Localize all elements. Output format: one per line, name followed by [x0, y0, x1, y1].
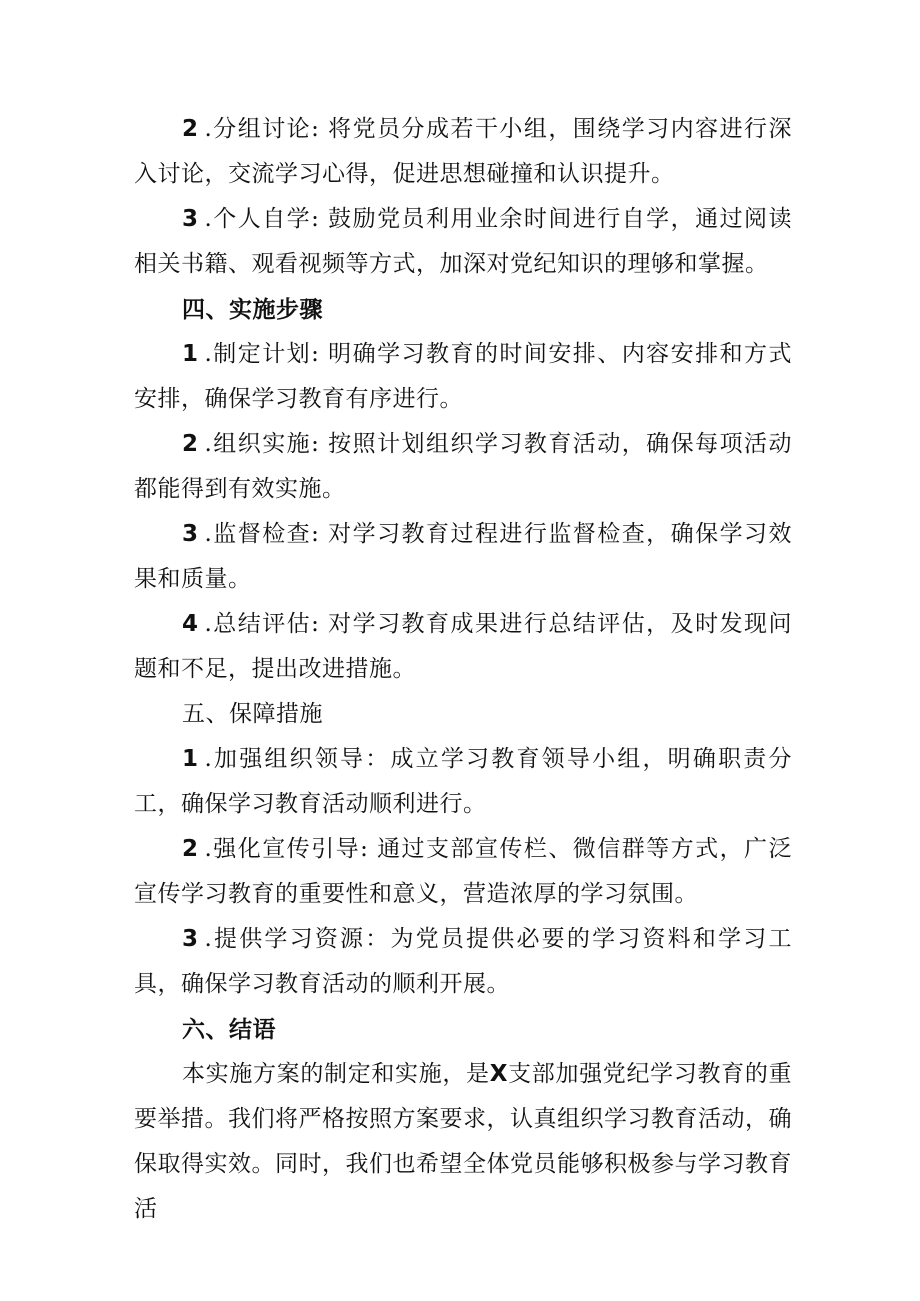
item-text: .监督检查: 对学习教育过程进行监督检查，确保学习效果和质量。: [134, 521, 792, 592]
paragraph-publicity: [134, 827, 792, 917]
item-number: 4: [182, 611, 199, 637]
item-number: 3: [182, 926, 199, 952]
branch-placeholder-mark: X: [489, 1061, 508, 1087]
paragraph-evaluate: [134, 602, 792, 692]
item-text: .提供学习资源：为党员提供必要的学习资料和学习工具，确保学习教育活动的顺利开展。: [134, 926, 792, 997]
item-number: 2: [182, 431, 199, 457]
closing-text-start: 本实施方案的制定和实施，是: [182, 1061, 490, 1087]
section-heading-implementation: 四、实施步骤: [182, 296, 323, 323]
item-number: 2: [182, 116, 199, 142]
item-text: .分组讨论: 将党员分成若干小组，围绕学习内容进行深入讨论，交流学习心得，促进思想碰撞和认识提升。: [134, 116, 792, 187]
item-text: .组织实施: 按照计划组织学习教育活动，确保每项活动都能得到有效实施。: [134, 431, 792, 502]
item-text: .个人自学: 鼓励党员利用业余时间进行自学，通过阅读相关书籍、观看视频等方式，加深对党纪知识的理够和掌握。: [134, 206, 792, 277]
section-heading-safeguards: 五、保障措施: [182, 701, 323, 727]
item-text: .制定计划: 明确学习教育的时间安排、内容安排和方式安排，确保学习教育有序进行。: [134, 341, 792, 412]
item-number: 3: [182, 206, 199, 232]
item-text: .加强组织领导：成立学习教育领导小组，明确职责分工，确保学习教育活动顺利进行。: [134, 746, 792, 817]
item-text: .强化宣传引导: 通过支部宣传栏、微信群等方式，广泛宣传学习教育的重要性和意义，营造浓厚的学习氛围。: [134, 836, 792, 907]
section-heading-conclusion: 六、结语: [182, 1016, 276, 1043]
item-number: 1: [182, 746, 199, 772]
paragraph-organize: [134, 422, 792, 512]
item-number: 3: [182, 521, 199, 547]
item-number: 1: [182, 341, 199, 367]
item-text: .总结评估: 对学习教育成果进行总结评估，及时发现问题和不足，提出改进措施。: [134, 611, 792, 682]
paragraph-plan: [134, 332, 792, 422]
paragraph-supervise: [134, 512, 792, 602]
paragraph-leadership: [134, 737, 792, 827]
closing-text-end: 支部加强党纪学习教育的重要举措。我们将严格按照方案要求，认真组织学习教育活动，确保取得实效。同时，我们也希望全体党员能够积极参与学习教育活: [134, 1061, 793, 1222]
item-number: 2: [182, 836, 199, 862]
paragraph-closing: [134, 1052, 792, 1232]
paragraph-discussion: [134, 107, 792, 197]
paragraph-self-study: [134, 197, 792, 287]
paragraph-resources: [134, 917, 792, 1007]
